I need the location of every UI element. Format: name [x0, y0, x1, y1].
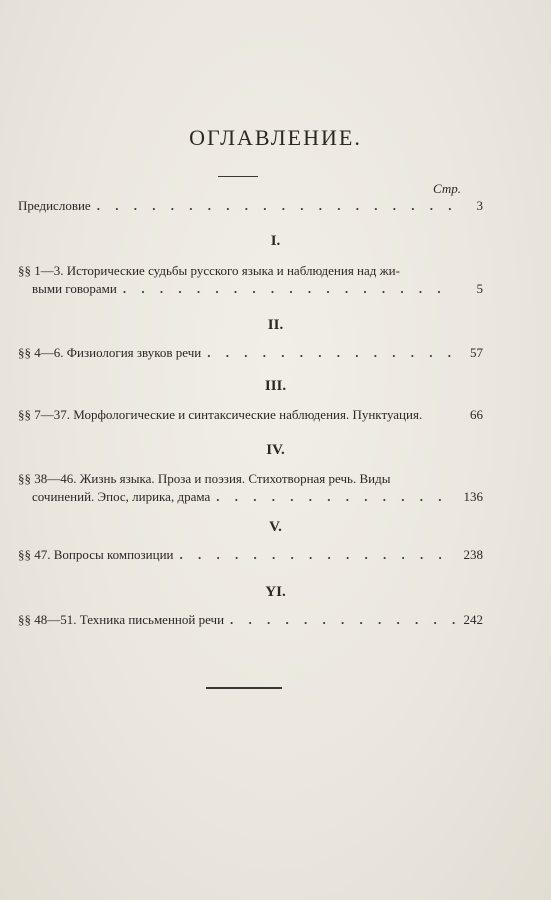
toc-entry: [18, 546, 483, 564]
entry-label-continued: сочинений. Эпос, лирика, драма: [32, 489, 211, 504]
section-heading: IV.: [266, 442, 285, 458]
toc-entry: [18, 344, 483, 362]
entry-label: §§ 38—46. Жизнь языка. Проза и поэзия. Стихотворная речь. Виды: [18, 471, 391, 486]
entry-page: 136: [463, 489, 483, 504]
toc-entry: [18, 406, 483, 424]
entry-label: §§ 1—3. Исторические судьбы русского языка и наблюдения над жи-: [18, 263, 400, 278]
leader-dots: [97, 197, 455, 215]
leader-dots: [230, 611, 455, 629]
toc-entry: [18, 262, 483, 298]
section-heading: III.: [264, 378, 287, 394]
entry-page: 66: [470, 407, 483, 422]
entry-page: 242: [463, 612, 483, 627]
entry-label: §§ 48—51. Техника письменной речи: [18, 612, 225, 627]
toc-entry-preface: [18, 197, 483, 215]
section-heading: I.: [270, 233, 281, 249]
leader-dots: [123, 280, 455, 298]
closing-divider: [206, 687, 282, 689]
entry-page: 3: [476, 198, 483, 213]
section-heading: YI.: [265, 584, 286, 600]
leader-dots: [207, 344, 455, 362]
page-title: ОГЛАВЛЕНИЕ.: [189, 125, 362, 150]
section-heading: V.: [269, 519, 282, 535]
entry-label: §§ 47. Вопросы композиции: [18, 547, 174, 562]
section-heading: II.: [267, 317, 284, 333]
entry-page: 57: [470, 345, 483, 360]
toc-entry: [18, 470, 483, 506]
entry-page: 238: [463, 547, 483, 562]
leader-dots: [180, 546, 455, 564]
leader-dots: [216, 488, 455, 506]
entry-label-continued: выми говорами: [32, 281, 117, 296]
entry-label: §§ 4—6. Физиология звуков речи: [18, 345, 202, 360]
title-divider: [218, 176, 258, 177]
entry-label: Предисловие: [18, 198, 91, 213]
page-column-header: Стр.: [433, 181, 461, 196]
toc-entry: [18, 611, 483, 629]
entry-page: 5: [476, 281, 483, 296]
entry-label: §§ 7—37. Морфологические и синтаксические наблюдения. Пунктуация.: [18, 407, 423, 422]
